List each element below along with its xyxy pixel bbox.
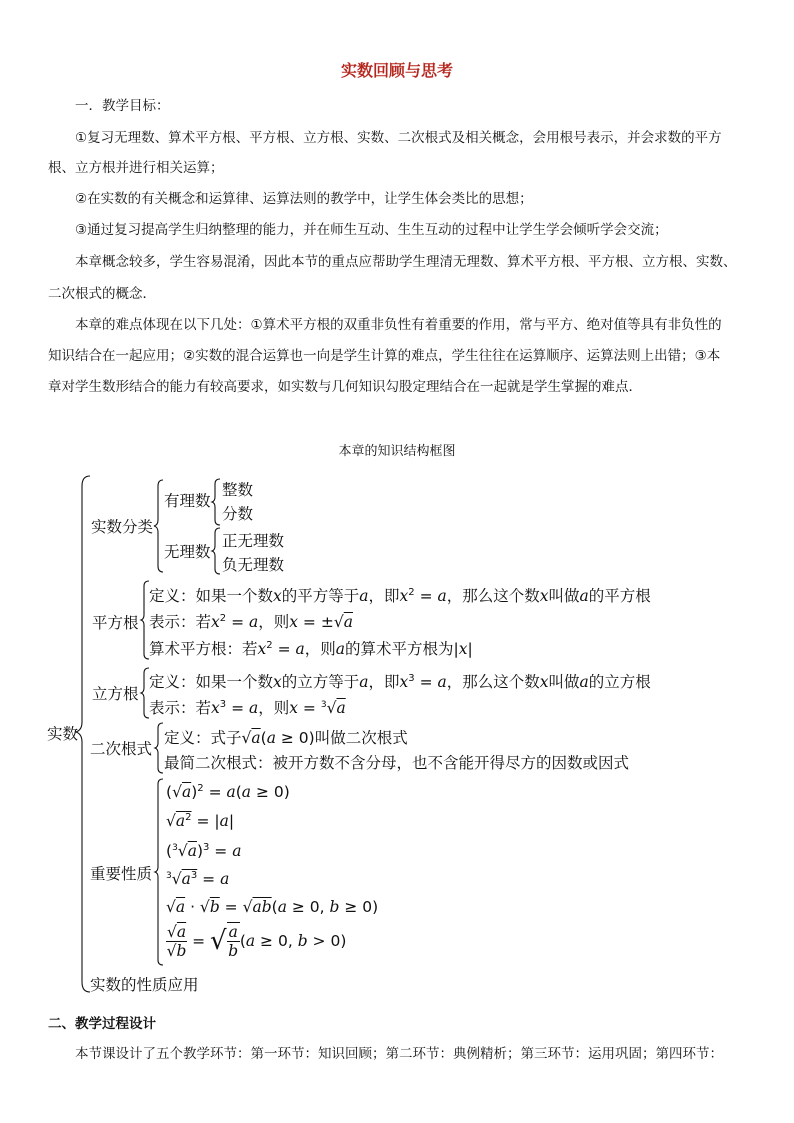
tree-integers: 整数 [222,481,254,499]
key-point-line-1: 本章概念较多，学生容易混淆，因此本节的重点应帮助学生理清无理数、算术平方根、平方根、立方根、实数、 [75,254,737,270]
diagram-caption: 本章的知识结构框图 [338,444,456,459]
property-6: $\frac{√a}{√b}$ = √ $\frac{a}{b}$ (a ≥ 0, b > 0) [166,922,347,960]
difficulty-line-2: 知识结合在一起应用；②实数的混合运算也一向是学生计算的难点，学生往往在运算顺序、运算法则上出错；③本 [48,348,721,364]
cube-definition: 定义：如果一个数x的立方等于a，即$x^3 = a$，那么这个数x叫做a的立方根 [149,672,651,691]
objective-1-line-1: ①复习无理数、算术平方根、平方根、立方根、实数、二次根式及相关概念，会用根号表示，并会求数的平方 [75,130,722,146]
props-brace [156,778,166,966]
difficulty-line-1: 本章的难点体现在以下几处：①算术平方根的双重非负性有着重要的作用，常与平方、绝对值等具有非负性的 [75,317,722,333]
tree-positive-irrational: 正无理数 [222,532,285,550]
objective-2: ②在实数的有关概念和运算律、运算法则的教学中，让学生体会类比的思想； [75,191,533,207]
property-1: $(√a)^2 = a(a \ge 0)$ [166,783,290,802]
process-intro: 本节课设计了五个教学环节：第一环节：知识回顾；第二环节：典例精析；第三环节：运用巩固；第四环节： [75,1046,723,1062]
tree-irrational-numbers: 无理数 [164,543,211,561]
tree-cube-root: 立方根 [92,685,139,703]
tree-important-properties: 重要性质 [90,865,153,883]
arithmetic-square-root: 算术平方根：若$x^2 = a$，则a的算术平方根为|x| [149,639,473,658]
tree-root-real-numbers: 实数 [47,725,79,743]
objective-1-line-2: 根、立方根并进行相关运算； [48,160,224,176]
tree-fractions: 分数 [222,505,254,523]
tree-negative-irrational: 负无理数 [222,556,285,574]
sqrt-definition: 定义：如果一个数x的平方等于a，即$x^2 = a$，那么这个数x叫做a的平方根 [149,586,651,605]
tree-rational-numbers: 有理数 [164,492,211,510]
tree-real-classification: 实数分类 [91,518,154,536]
objective-3: ③通过复习提高学生归纳整理的能力，并在师生互动、生生互动的过程中让学生学会倾听学会交流； [75,222,668,238]
section-heading-process: 二、教学过程设计 [48,1016,156,1032]
tree-quadratic-radical: 二次根式 [90,740,153,758]
tree-real-number-applications: 实数的性质应用 [90,976,199,994]
property-3: $(^3√a)^3 = a$ [166,842,242,861]
section-heading-objectives: 一．教学目标： [75,98,170,114]
root-brace [78,474,92,994]
sqrt-representation: 表示：若$x^2 = a$，则x = ±√a [149,612,353,631]
property-5: √a · √b = √ab(a ≥ 0, b ≥ 0) [166,898,379,916]
quad-definition: 定义：式子√a(a ≥ 0)叫做二次根式 [164,729,408,747]
difficulty-line-3: 章对学生数形结合的能力有较高要求，如实数与几何知识勾股定理结合在一起就是学生掌握的难点． [48,379,642,395]
property-4: $^3√a^3 = a$ [166,870,230,889]
quad-simplest: 最简二次根式：被开方数不含分母，也不含能开得尽方的因数或因式 [164,754,630,772]
key-point-line-2: 二次根式的概念． [48,286,156,302]
page-title: 实数回顾与思考 [340,61,453,80]
cube-representation: 表示：若$x^3 = a$，则x = $^3$√a [149,698,346,717]
property-2: $√a^2 = |a|$ [166,812,235,831]
tree-square-root: 平方根 [92,614,139,632]
